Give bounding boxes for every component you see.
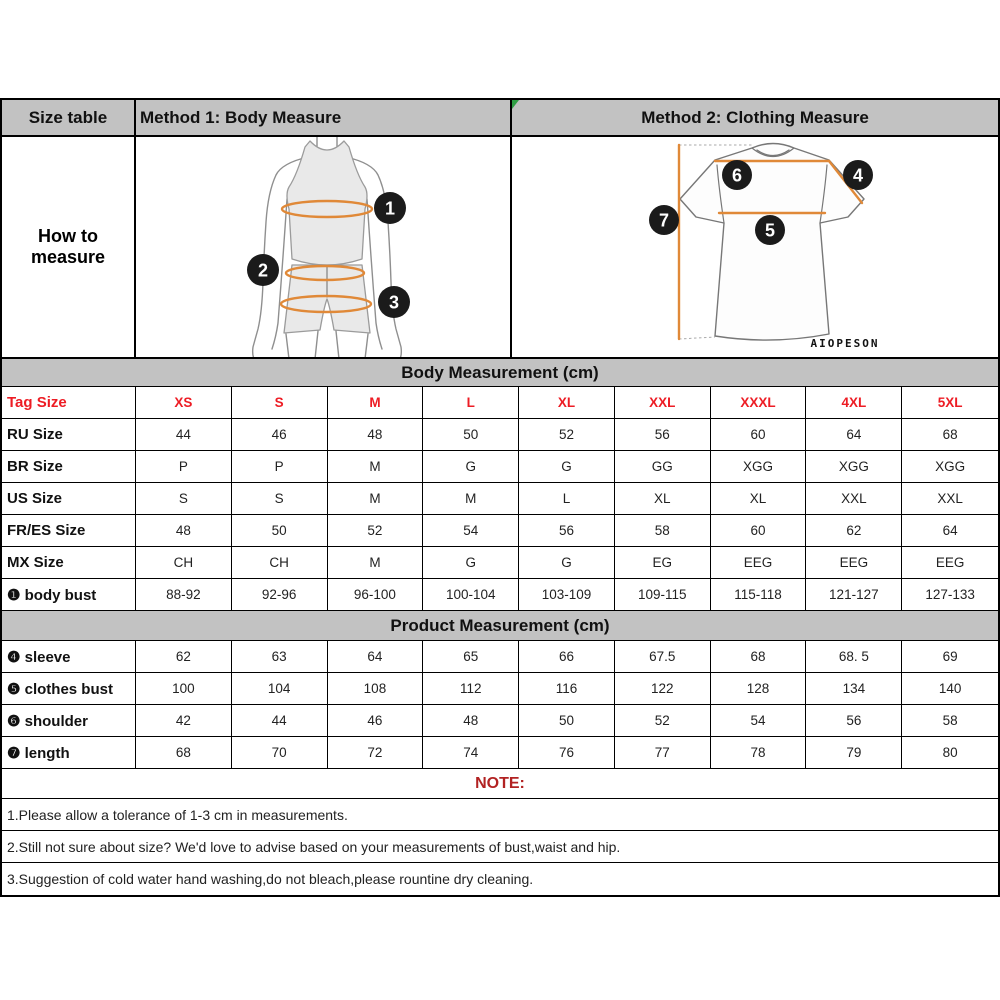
value-cell: 96-100 — [328, 579, 424, 610]
value-cell: 79 — [806, 737, 902, 768]
value-cell: S — [232, 483, 328, 514]
marker-3 — [378, 286, 410, 318]
notes-list — [2, 799, 998, 895]
body-figure-illustration — [136, 137, 512, 357]
value-cell: L — [423, 387, 519, 418]
table-row — [2, 483, 998, 515]
value-cell: 100-104 — [423, 579, 519, 610]
svg-text:1: 1 — [384, 198, 396, 219]
value-cell: 121-127 — [806, 579, 902, 610]
value-cell: XXL — [806, 483, 902, 514]
size-chart-sheet — [0, 98, 1000, 897]
value-cell: 54 — [423, 515, 519, 546]
value-cell: 42 — [136, 705, 232, 736]
value-cell: 92-96 — [232, 579, 328, 610]
value-cell: 64 — [328, 641, 424, 672]
value-cell: 67.5 — [615, 641, 711, 672]
value-cell: 64 — [942, 523, 958, 538]
value-cell: 68 — [711, 641, 807, 672]
note-item: 1.Please allow a tolerance of 1-3 cm in measurements. — [2, 799, 998, 831]
method1-title: Method 1: Body Measure — [136, 100, 512, 135]
value-cell: S — [232, 387, 328, 418]
row-label: MX Size — [2, 547, 136, 578]
value-cell: XGG — [935, 459, 966, 474]
diagram-row — [2, 137, 998, 359]
row-label: ❺ clothes bust — [2, 673, 136, 704]
value-cell: 100 — [136, 673, 232, 704]
table-row — [2, 705, 998, 737]
value-cell: 52 — [328, 515, 424, 546]
row-label: BR Size — [2, 451, 136, 482]
value-cell: 76 — [519, 737, 615, 768]
value-cell: 140 — [938, 681, 962, 696]
note-item: 2.Still not sure about size? We'd love to advise based on your measurements of bust,waist and hip. — [2, 831, 998, 863]
value-cell: XXL — [937, 491, 963, 506]
value-cell: P — [136, 451, 232, 482]
svg-text:3: 3 — [388, 292, 400, 313]
value-cell: EEG — [806, 547, 902, 578]
clothing-measure-diagram — [512, 137, 998, 357]
value-cell: S — [136, 483, 232, 514]
marker-5 — [755, 215, 785, 245]
note-title: NOTE: — [2, 769, 998, 799]
row-label: ❻ shoulder — [2, 705, 136, 736]
table-row — [2, 387, 998, 419]
value-cell: 60 — [711, 419, 807, 450]
method2-title-text: Method 2: Clothing Measure — [641, 107, 869, 127]
value-cell: EEG — [711, 547, 807, 578]
row-label: ❹ sleeve — [2, 641, 136, 672]
value-cell: XS — [136, 387, 232, 418]
table-row — [2, 579, 998, 611]
value-cell: XGG — [806, 451, 902, 482]
table-row — [2, 547, 998, 579]
marker-7 — [649, 205, 679, 235]
value-cell: 56 — [615, 419, 711, 450]
value-cell: 134 — [806, 673, 902, 704]
row-label: RU Size — [2, 419, 136, 450]
value-cell: 54 — [711, 705, 807, 736]
value-cell: 108 — [328, 673, 424, 704]
value-cell: 50 — [519, 705, 615, 736]
table-row — [2, 419, 998, 451]
value-cell: XGG — [711, 451, 807, 482]
value-cell: XL — [615, 483, 711, 514]
value-cell: 104 — [232, 673, 328, 704]
value-cell: 46 — [232, 419, 328, 450]
value-cell: 78 — [711, 737, 807, 768]
product-measurement-title: Product Measurement (cm) — [2, 611, 998, 641]
value-cell: XXXL — [711, 387, 807, 418]
svg-text:4: 4 — [852, 165, 864, 186]
value-cell: 66 — [519, 641, 615, 672]
value-cell: M — [328, 387, 424, 418]
row-label: US Size — [2, 483, 136, 514]
marker-2 — [247, 254, 279, 286]
value-cell: P — [232, 451, 328, 482]
value-cell: 88-92 — [136, 579, 232, 610]
table-row — [2, 641, 998, 673]
value-cell: CH — [136, 547, 232, 578]
value-cell: GG — [615, 451, 711, 482]
value-cell: 63 — [232, 641, 328, 672]
value-cell: 4XL — [806, 387, 902, 418]
row-label: ❼ length — [2, 737, 136, 768]
green-corner-mark-icon — [512, 100, 519, 109]
value-cell: 50 — [232, 515, 328, 546]
value-cell: EG — [615, 547, 711, 578]
value-cell: 116 — [519, 673, 615, 704]
value-cell: 58 — [942, 713, 958, 728]
body-measure-diagram — [136, 137, 512, 357]
value-cell: 62 — [136, 641, 232, 672]
value-cell: 48 — [328, 419, 424, 450]
value-cell: M — [328, 547, 424, 578]
svg-text:7: 7 — [658, 210, 670, 231]
row-label: Tag Size — [2, 387, 136, 418]
value-cell: 44 — [136, 419, 232, 450]
value-cell: 70 — [232, 737, 328, 768]
value-cell: 60 — [711, 515, 807, 546]
svg-text:5: 5 — [764, 220, 776, 241]
value-cell: 68. 5 — [806, 641, 902, 672]
value-cell: 77 — [615, 737, 711, 768]
value-cell: 109-115 — [615, 579, 711, 610]
value-cell: 69 — [942, 649, 958, 664]
body-measurement-title: Body Measurement (cm) — [2, 359, 998, 387]
value-cell: 65 — [423, 641, 519, 672]
brand-label: AIOPESON — [810, 337, 880, 350]
note-item: 3.Suggestion of cold water hand washing,do not bleach,please rountine dry cleaning. — [7, 871, 534, 887]
value-cell: 56 — [806, 705, 902, 736]
how-to-measure-label: How to measure — [2, 137, 136, 357]
value-cell: 52 — [615, 705, 711, 736]
value-cell: 58 — [615, 515, 711, 546]
value-cell: 56 — [519, 515, 615, 546]
value-cell: 80 — [942, 745, 958, 760]
value-cell: M — [328, 451, 424, 482]
value-cell: 5XL — [937, 395, 963, 410]
table-row — [2, 451, 998, 483]
product-measurement-table — [2, 641, 998, 769]
value-cell: EEG — [935, 555, 965, 570]
tshirt-illustration — [512, 137, 998, 357]
value-cell: 122 — [615, 673, 711, 704]
value-cell: 64 — [806, 419, 902, 450]
value-cell: 48 — [136, 515, 232, 546]
value-cell: 50 — [423, 419, 519, 450]
value-cell: XXL — [615, 387, 711, 418]
value-cell: L — [519, 483, 615, 514]
value-cell: CH — [232, 547, 328, 578]
row-label: ❶ body bust — [2, 579, 136, 610]
marker-1 — [374, 192, 406, 224]
table-row — [2, 673, 998, 705]
value-cell: 72 — [328, 737, 424, 768]
table-row — [2, 515, 998, 547]
value-cell: 74 — [423, 737, 519, 768]
value-cell: 103-109 — [519, 579, 615, 610]
value-cell: G — [519, 547, 615, 578]
value-cell: M — [328, 483, 424, 514]
svg-text:6: 6 — [731, 165, 743, 186]
marker-4 — [843, 160, 873, 190]
value-cell: G — [423, 547, 519, 578]
header-row — [2, 100, 998, 137]
value-cell: M — [423, 483, 519, 514]
value-cell: XL — [711, 483, 807, 514]
value-cell: G — [519, 451, 615, 482]
value-cell: 62 — [806, 515, 902, 546]
size-table-title: Size table — [2, 100, 136, 135]
table-row — [2, 737, 998, 769]
marker-6 — [722, 160, 752, 190]
row-label: FR/ES Size — [2, 515, 136, 546]
value-cell: 68 — [942, 427, 958, 442]
value-cell: 127-133 — [925, 587, 975, 602]
value-cell: 68 — [136, 737, 232, 768]
value-cell: 52 — [519, 419, 615, 450]
value-cell: 112 — [423, 673, 519, 704]
value-cell: 46 — [328, 705, 424, 736]
value-cell: XL — [519, 387, 615, 418]
value-cell: G — [423, 451, 519, 482]
value-cell: 115-118 — [711, 579, 807, 610]
value-cell: 48 — [423, 705, 519, 736]
value-cell: 128 — [711, 673, 807, 704]
method2-title — [512, 100, 998, 135]
body-measurement-table — [2, 387, 998, 611]
svg-text:2: 2 — [257, 260, 269, 281]
value-cell: 44 — [232, 705, 328, 736]
